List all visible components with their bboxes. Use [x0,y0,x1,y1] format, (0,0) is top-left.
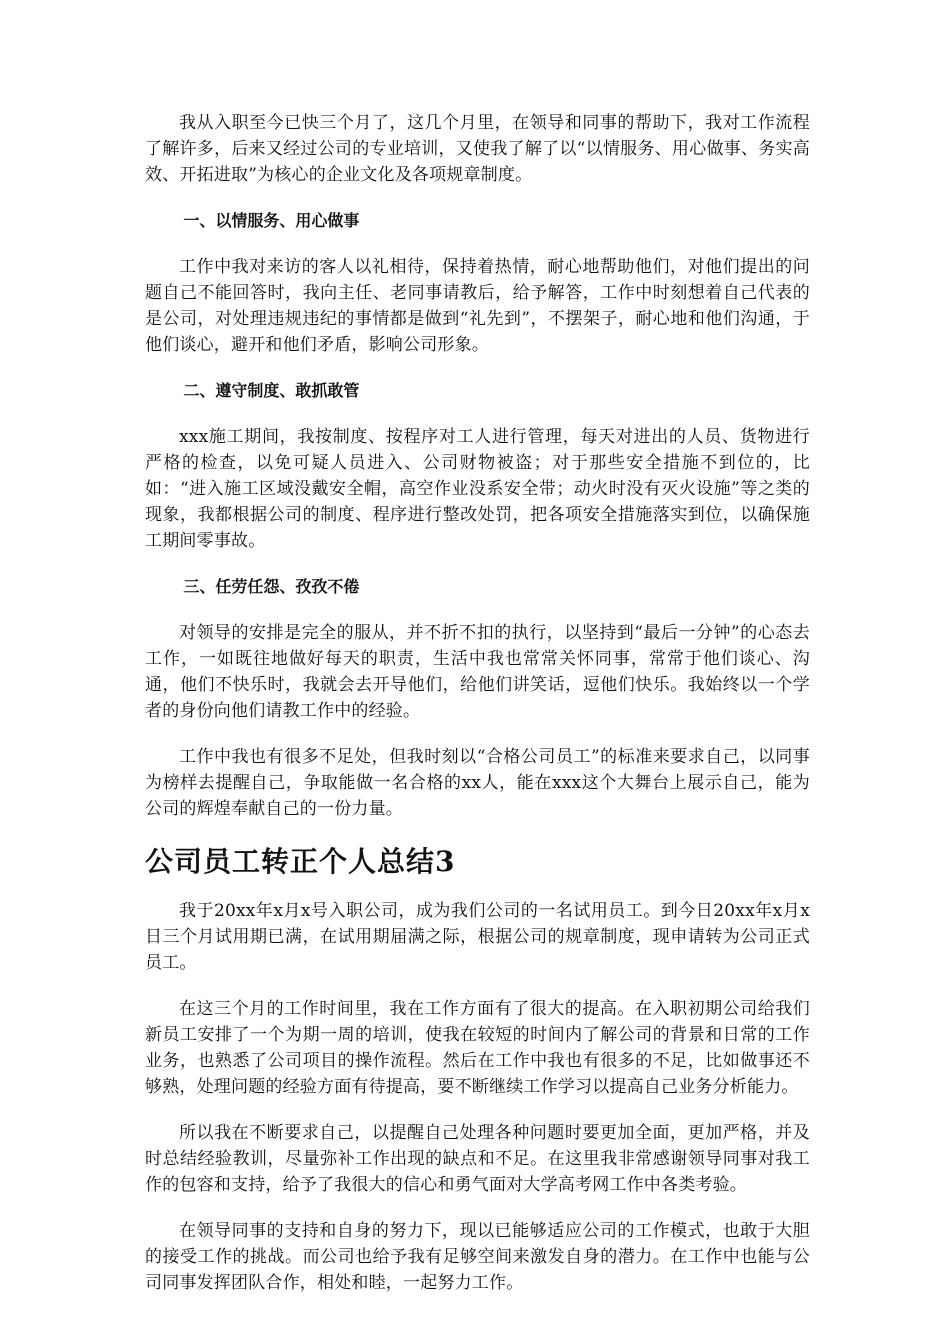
subheading-diligence: 三、任劳任怨、孜孜不倦 [183,577,360,596]
paragraph-rules: xxx施工期间，我按制度、按程序对工人进行管理，每天对进出的人员、货物进行严格的检查，以免可疑人员进入、公司财物被盗；对于那些安全措施不到位的，比如：“进入施工区域没戴安全帽，高空作业没系安全带；动火时没有灭火设施”等之类的现象，我都根据公司的制度、程序进行整改处罚，把各项安全措施落实到位，以确保施工期间零事故。 [145,427,810,551]
paragraph-self-improvement: 所以我在不断要求自己，以提醒自己处理各种问题时要更加全面，更加严格，并及时总结经验教训，尽量弥补工作出现的缺点和不足。在这里我非常感谢领导同事对我工作的包容和支持，给予了我很大的信心和勇气面对大学高考网工作中各类考验。 [145,1123,810,1195]
subheading-rules: 二、遵守制度、敢抓敢管 [183,381,360,400]
paragraph-application: 我于20xx年x月x号入职公司，成为我们公司的一名试用员工。到今日20xx年x月x日三个月试用期已满，在试用期届满之际，根据公司的规章制度，现申请转为公司正式员工。 [145,901,810,973]
paragraph-progress: 在这三个月的工作时间里，我在工作方面有了很大的提高。在入职初期公司给我们新员工安排了一个为期一周的培训，使我在较短的时间内了解公司的背景和日常的工作业务，也熟悉了公司项目的操作流程。然后在工作中我也有很多的不足，比如做事还不够熟，处理问题的经验方面有待提高，要不断继续工作学习以提高自己业务分析能力。 [145,999,810,1097]
paragraph-diligence: 对领导的安排是完全的服从，并不折不扣的执行，以坚持到“最后一分钟”的心态去工作，一如既往地做好每天的职责，生活中我也常常关怀同事，常常于他们谈心、沟通，他们不快乐时，我就会去开导他们，给他们讲笑话，逗他们快乐。我始终以一个学者的身份向他们请教工作中的经验。 [145,623,810,721]
document-page [145,110,810,1316]
paragraph-service: 工作中我对来访的客人以礼相待，保持着热情，耐心地帮助他们，对他们提出的问题自己不能回答时，我向主任、老同事请教后，给予解答，工作中时刻想着自己代表的是公司，对处理违规违纪的事情都是做到“礼先到”，不摆架子，耐心地和他们沟通，于他们谈心，避开和他们矛盾，影响公司形象。 [145,257,810,355]
subheading-service: 一、以情服务、用心做事 [183,211,360,230]
paragraph-teamwork: 在领导同事的支持和自身的努力下，现以已能够适应公司的工作模式，也敢于大胆的接受工作的挑战。而公司也给予我有足够空间来激发自身的潜力。在工作中也能与公司同事发挥团队合作，相处和睦，一起努力工作。 [145,1221,810,1293]
paragraph-shortcomings: 工作中我也有很多不足处，但我时刻以“合格公司员工”的标准来要求自己，以同事为榜样去提醒自己，争取能做一名合格的xx人，能在xxx这个大舞台上展示自己，能为公司的辉煌奉献自己的一份力量。 [145,747,810,819]
section-title: 公司员工转正个人总结3 [145,845,456,878]
paragraph-intro: 我从入职至今已快三个月了，这几个月里，在领导和同事的帮助下，我对工作流程了解许多，后来又经过公司的专业培训，又使我了解了以“以情服务、用心做事、务实高效、开拓进取”为核心的企业文化及各项规章制度。 [145,113,810,185]
